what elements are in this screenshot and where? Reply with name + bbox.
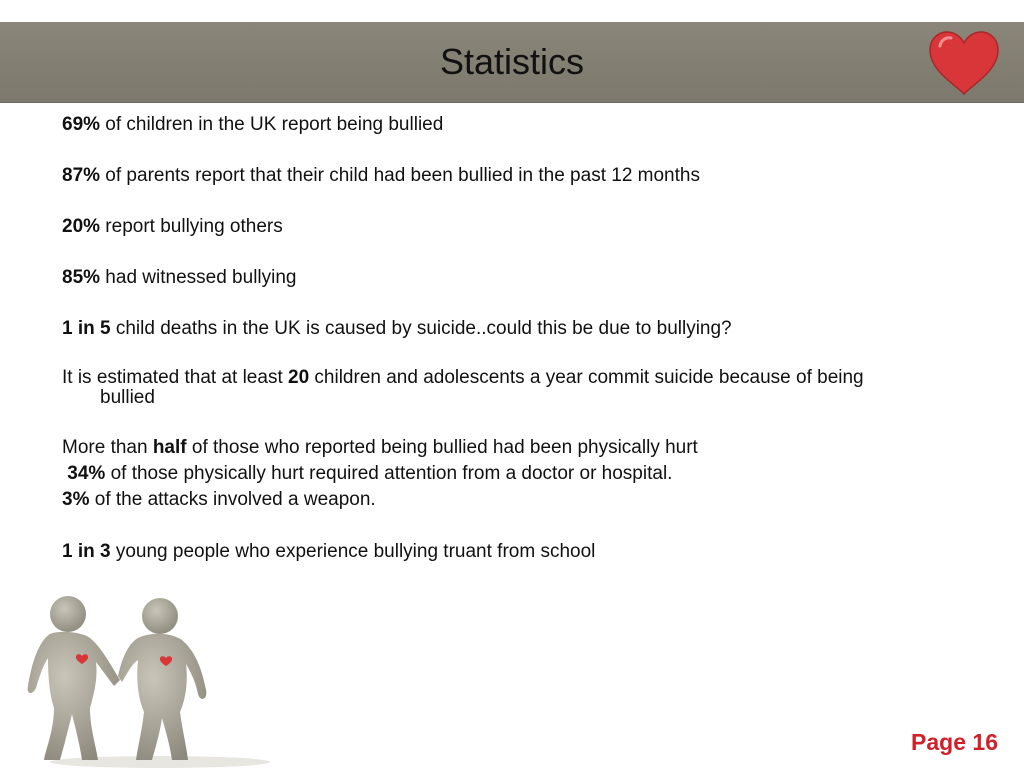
stat-line: 85% had witnessed bullying [62, 267, 297, 288]
estimate-line: It is estimated that at least 20 children and adolescents a year commit suicide because of being [62, 367, 864, 388]
stat-line: 69% of children in the UK report being bullied [62, 114, 444, 135]
physical-line: More than half of those who reported being bullied had been physically hurt [62, 437, 698, 458]
truancy-line: 1 in 3 young people who experience bullying truant from school [62, 541, 596, 562]
physical-line: 3% of the attacks involved a weapon. [62, 489, 376, 510]
slide-title: Statistics [439, 41, 585, 82]
stat-line: 87% of parents report that their child had been bullied in the past 12 months [62, 165, 700, 186]
stat-line: 1 in 5 child deaths in the UK is caused by suicide..could this be due to bullying? [62, 318, 732, 339]
physical-line: 34% of those physically hurt required attention from a doctor or hospital. [67, 463, 673, 484]
page-number: Page 16 [911, 729, 998, 755]
stat-line: 20% report bullying others [62, 216, 283, 237]
top-strip [0, 0, 1024, 22]
heart-logo-icon [925, 28, 1003, 98]
slide-body [62, 113, 982, 564]
two-figures-holding-hands-illustration [10, 590, 275, 768]
estimate-continuation: bullied [100, 387, 155, 408]
